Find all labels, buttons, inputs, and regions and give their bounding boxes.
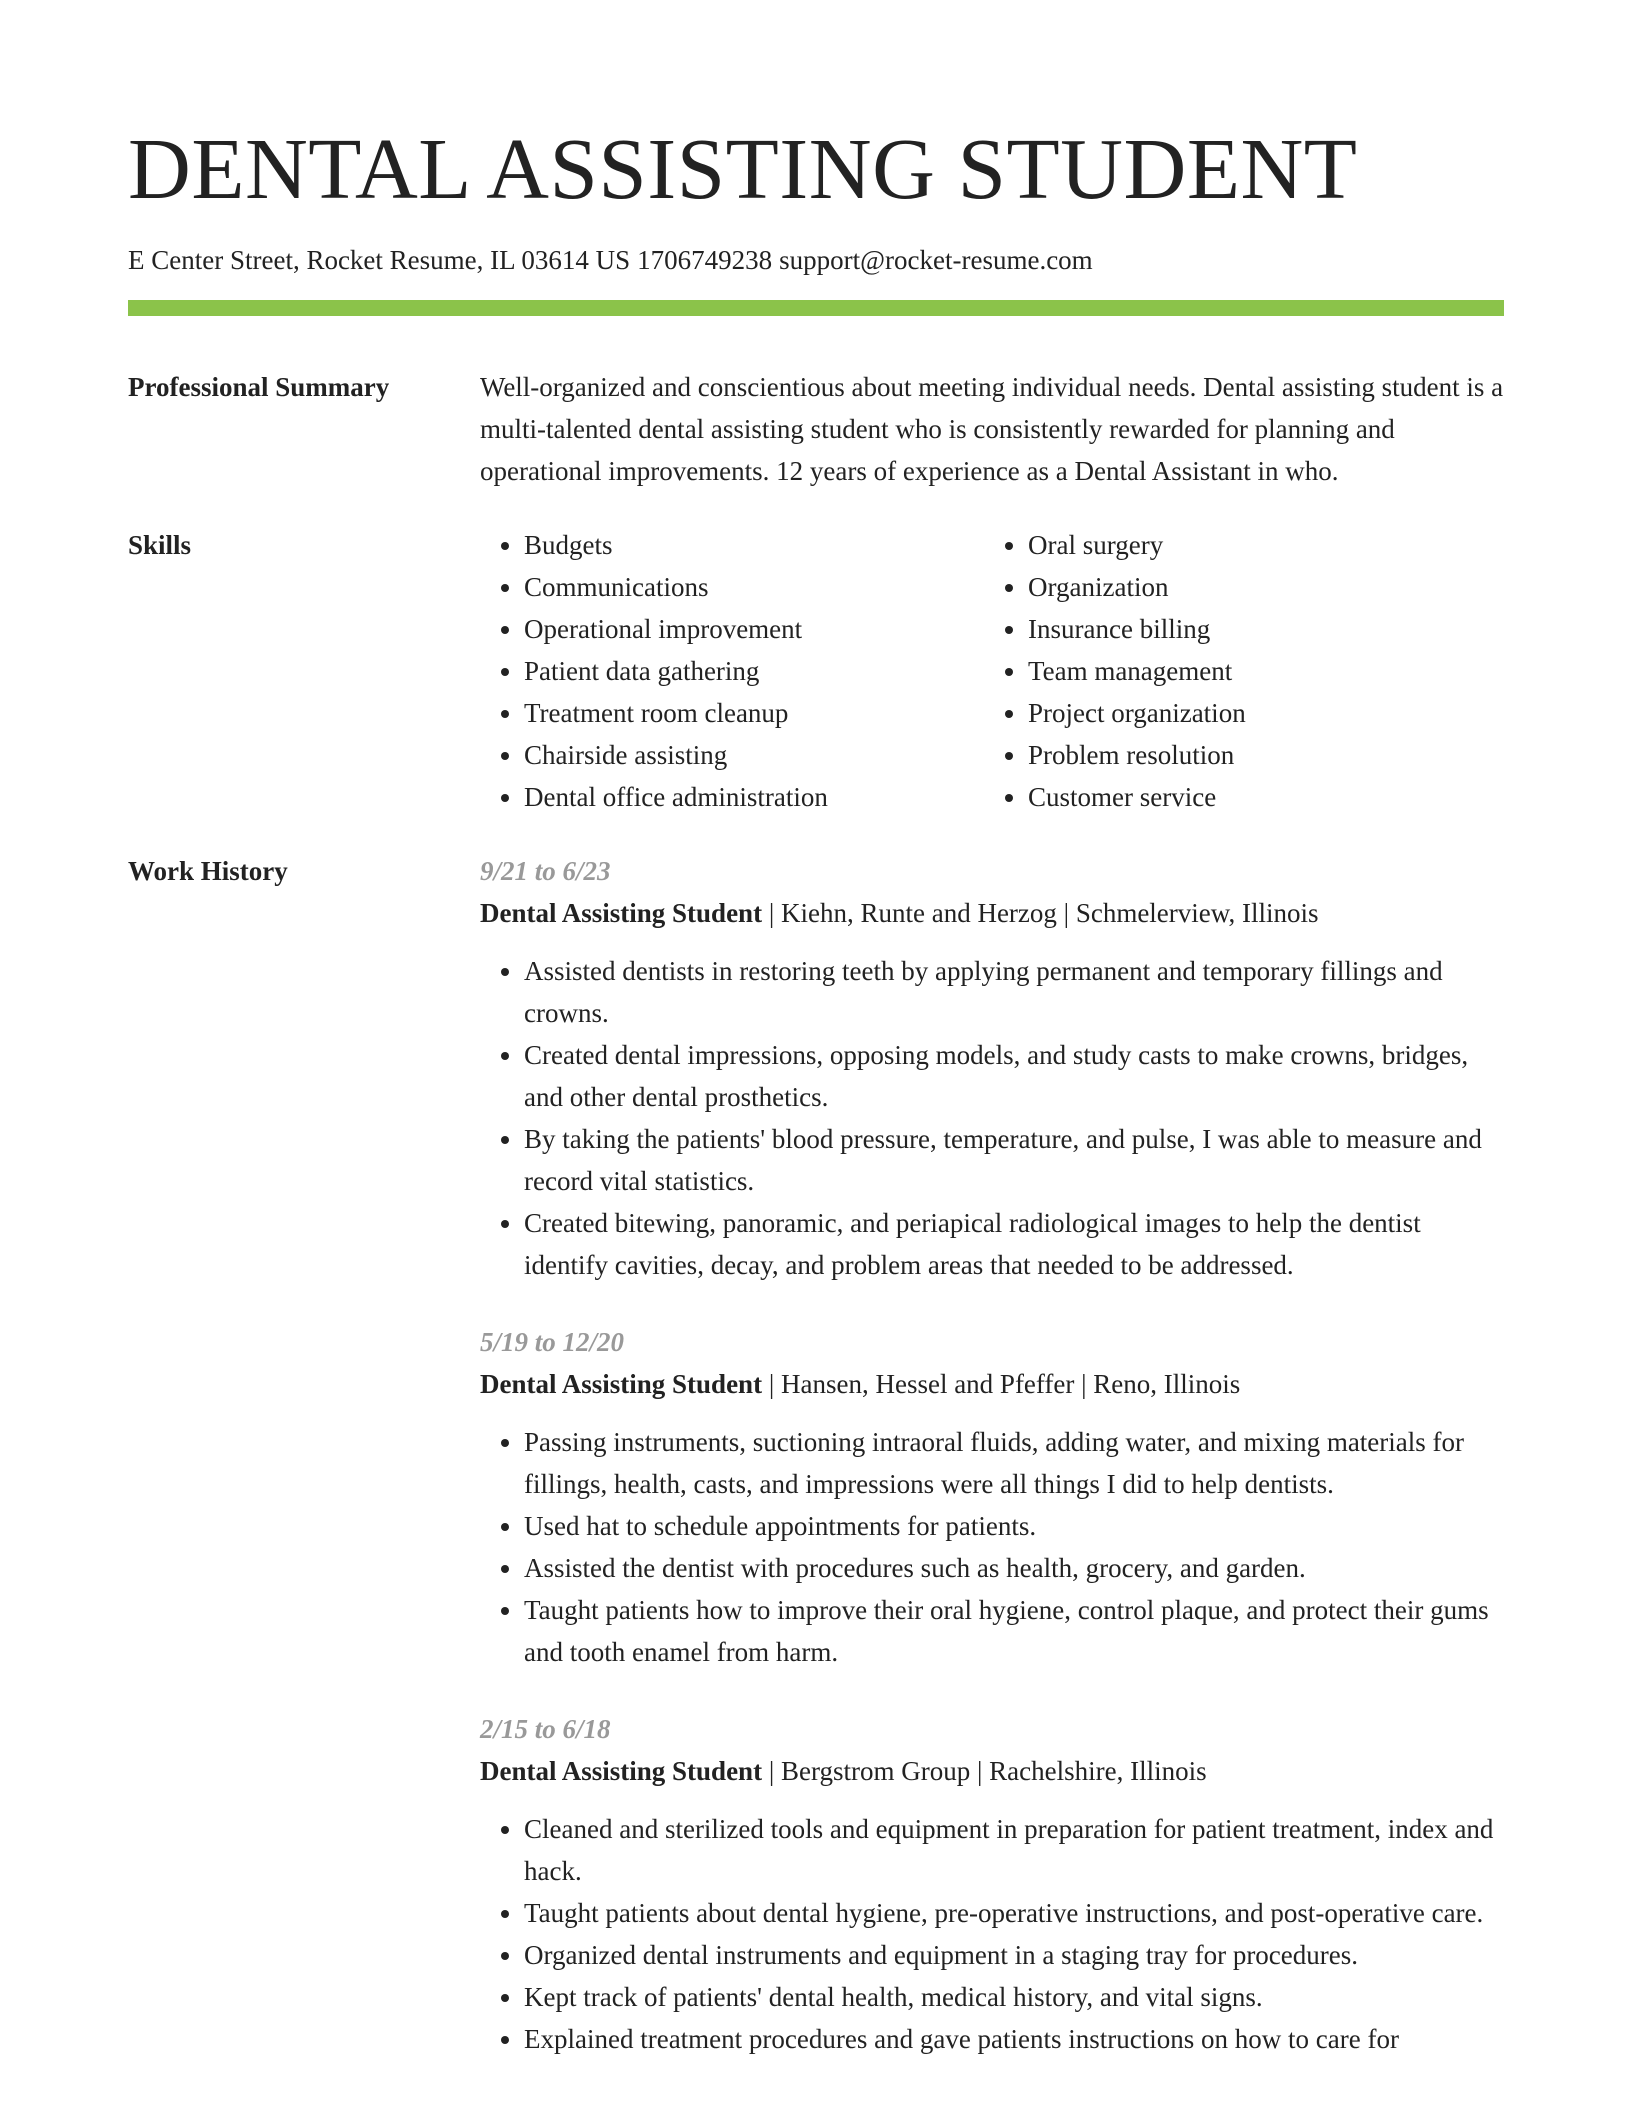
jobs-list [480,850,1504,2095]
separator: | [762,898,781,928]
skills-list-left [480,524,984,818]
job-bullet: • Assisted dentists in restoring teeth by applying permanent and temporary fillings and crowns. [524,950,1504,1034]
company-name: Hansen, Hessel and Pfeffer [780,1369,1075,1399]
skill-item: • Insurance billing [1028,608,1246,650]
company-name: Kiehn, Runte and Herzog [780,898,1057,928]
job-dates: 5/19 to 12/20 [480,1327,625,1357]
job-bullets [480,1421,1504,1673]
job-bullet: • Kept track of patients' dental health, medical history, and vital signs. [524,1976,1504,2018]
skills-list-right [984,524,1246,818]
skill-item: • Communications [524,566,984,608]
candidate-name: DENTAL ASSISTING STUDENT [128,120,1358,217]
job-bullet: • By taking the patients' blood pressure, temperature, and pulse, I was able to measure and record vital statistics. [524,1118,1504,1202]
separator: | [970,1756,990,1786]
address: E Center Street, Rocket Resume, IL 03614 US [128,245,631,275]
separator: | [762,1756,781,1786]
job-bullet: • Used hat to schedule appointments for patients. [524,1505,1504,1547]
company-name: Bergstrom Group [780,1756,971,1786]
job-entry [480,1708,1504,2060]
skill-item: • Organization [1028,566,1246,608]
job-dates: 9/21 to 6/23 [480,856,611,886]
skill-item: • Chairside assisting [524,734,984,776]
summary-heading: Professional Summary [128,372,390,402]
job-bullet: • Created dental impressions, opposing models, and study casts to make crowns, bridges, and other dental prosthetics. [524,1034,1504,1118]
job-dates: 2/15 to 6/18 [480,1714,611,1744]
skill-item: • Budgets [524,524,984,566]
job-location: Schmelerview, Illinois [1075,898,1319,928]
skill-item: • Dental office administration [524,776,984,818]
job-entry [480,850,1504,1286]
job-bullet: • Passing instruments, suctioning intraoral fluids, adding water, and mixing materials for fillings, health, casts, and impressions were all things I did to help dentists. [524,1421,1504,1505]
email: support@rocket-resume.com [779,245,1093,275]
summary-section [128,366,1504,492]
job-entry [480,1321,1504,1673]
contact-line [128,241,1504,279]
job-title-line [480,892,1504,934]
summary-text: Well-organized and conscientious about meeting individual needs. Dental assisting student is a multi-talented dental assisting student who is consistently rewarded for planning and operational improvements. 12 years of experience as a Dental Assistant in who. [480,372,1504,486]
job-bullet: • Explained treatment procedures and gave patients instructions on how to care for [524,2018,1504,2060]
work-history-heading: Work History [128,856,288,886]
job-title-line [480,1750,1504,1792]
separator: | [762,1369,781,1399]
skill-item: • Project organization [1028,692,1246,734]
skills-section [128,524,1504,818]
skill-item: • Oral surgery [1028,524,1246,566]
skill-item: • Customer service [1028,776,1246,818]
header-divider [128,300,1504,316]
job-title-line [480,1363,1504,1405]
phone: 1706749238 [637,245,773,275]
job-title: Dental Assisting Student [480,898,763,928]
skills-heading: Skills [128,530,192,560]
skill-item: • Patient data gathering [524,650,984,692]
work-history-section [128,850,1504,2095]
separator: | [1074,1369,1094,1399]
job-location: Reno, Illinois [1093,1369,1241,1399]
resume-page [128,0,1504,2095]
job-bullet: • Cleaned and sterilized tools and equipment in preparation for patient treatment, index and hack. [524,1808,1504,1892]
skill-item: • Treatment room cleanup [524,692,984,734]
skills-grid [480,524,1504,818]
job-bullets [480,950,1504,1286]
job-bullet: • Assisted the dentist with procedures such as health, grocery, and garden. [524,1547,1504,1589]
job-bullets [480,1808,1504,2060]
skill-item: • Problem resolution [1028,734,1246,776]
job-title: Dental Assisting Student [480,1369,763,1399]
job-title: Dental Assisting Student [480,1756,763,1786]
skill-item: • Team management [1028,650,1246,692]
job-location: Rachelshire, Illinois [989,1756,1207,1786]
skill-item: • Operational improvement [524,608,984,650]
job-bullet: • Organized dental instruments and equipment in a staging tray for procedures. [524,1934,1504,1976]
job-bullet: • Taught patients how to improve their oral hygiene, control plaque, and protect their gums and tooth enamel from harm. [524,1589,1504,1673]
job-bullet: • Taught patients about dental hygiene, pre-operative instructions, and post-operative care. [524,1892,1504,1934]
job-bullet: • Created bitewing, panoramic, and periapical radiological images to help the dentist identify cavities, decay, and problem areas that needed to be addressed. [524,1202,1504,1286]
separator: | [1056,898,1076,928]
